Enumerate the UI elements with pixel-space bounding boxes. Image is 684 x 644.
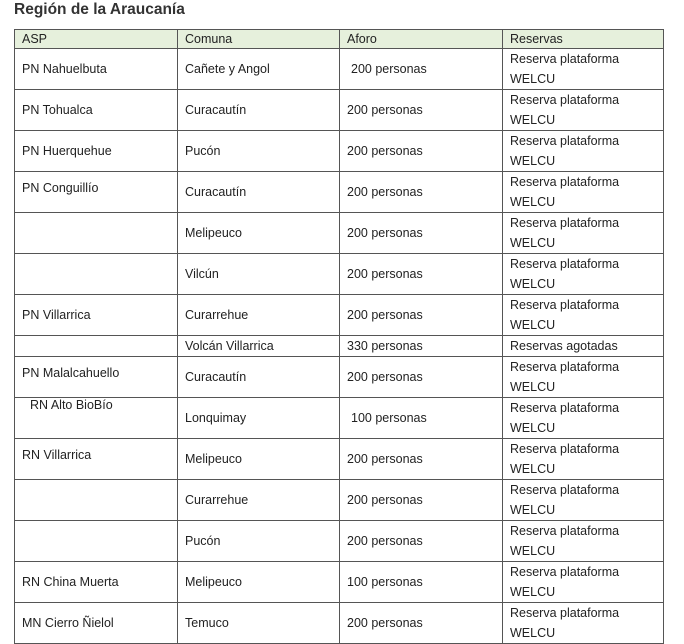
table-row (15, 521, 664, 562)
cell-aforo: 200 personas (340, 90, 503, 131)
table-row (15, 336, 664, 357)
cell-asp: PN Tohualca (15, 90, 178, 131)
cell-aforo: 100 personas (340, 562, 503, 603)
cell-reservas: Reserva plataforma WELCU (503, 254, 664, 295)
cell-aforo: 330 personas (340, 336, 503, 357)
cell-aforo: 200 personas (340, 480, 503, 521)
cell-asp (15, 213, 178, 254)
cell-comuna: Melipeuco (178, 439, 340, 480)
cell-asp-text: RN Alto BioBío (30, 398, 113, 412)
cell-aforo: 200 personas (340, 439, 503, 480)
cell-aforo: 200 personas (340, 603, 503, 644)
cell-asp: PN Huerquehue (15, 131, 178, 172)
cell-aforo: 200 personas (340, 357, 503, 398)
table-row (15, 357, 664, 398)
cell-asp (15, 357, 178, 398)
cell-reservas: Reserva plataforma WELCU (503, 213, 664, 254)
cell-comuna: Curarrehue (178, 480, 340, 521)
cell-reservas: Reserva plataforma WELCU (503, 357, 664, 398)
header-aforo: Aforo (340, 30, 503, 49)
table-row (15, 439, 664, 480)
table-header-row (15, 30, 664, 49)
cell-comuna: Lonquimay (178, 398, 340, 439)
table-row (15, 295, 664, 336)
cell-comuna: Volcán Villarrica (178, 336, 340, 357)
cell-comuna: Curarrehue (178, 295, 340, 336)
cell-reservas: Reserva plataforma WELCU (503, 131, 664, 172)
page-title: Región de la Araucanía (14, 1, 185, 18)
cell-comuna: Cañete y Angol (178, 49, 340, 90)
table-row (15, 480, 664, 521)
cell-asp (15, 439, 178, 480)
cell-reservas: Reserva plataforma WELCU (503, 295, 664, 336)
cell-reservas: Reserva plataforma WELCU (503, 562, 664, 603)
cell-aforo: 200 personas (340, 254, 503, 295)
header-reservas: Reservas (503, 30, 664, 49)
header-asp: ASP (15, 30, 178, 49)
cell-comuna: Curacautín (178, 357, 340, 398)
cell-asp: PN Nahuelbuta (15, 49, 178, 90)
cell-asp (15, 254, 178, 295)
cell-reservas: Reserva plataforma WELCU (503, 521, 664, 562)
cell-comuna: Curacautín (178, 172, 340, 213)
cell-comuna: Pucón (178, 131, 340, 172)
table-row (15, 562, 664, 603)
cell-asp (15, 398, 178, 439)
table-row (15, 90, 664, 131)
cell-reservas: Reservas agotadas (503, 336, 664, 357)
cell-aforo: 100 personas (340, 398, 503, 439)
cell-asp (15, 172, 178, 213)
table-row (15, 49, 664, 90)
cell-reservas: Reserva plataforma WELCU (503, 439, 664, 480)
cell-aforo: 200 personas (340, 131, 503, 172)
table-row (15, 254, 664, 295)
cell-asp-text: RN Villarrica (22, 448, 92, 462)
table-row (15, 398, 664, 439)
cell-reservas: Reserva plataforma WELCU (503, 480, 664, 521)
cell-reservas: Reserva plataforma WELCU (503, 603, 664, 644)
cell-comuna: Vilcún (178, 254, 340, 295)
cell-comuna: Pucón (178, 521, 340, 562)
table-row (15, 603, 664, 644)
cell-reservas: Reserva plataforma WELCU (503, 172, 664, 213)
cell-reservas: Reserva plataforma WELCU (503, 90, 664, 131)
cell-comuna: Melipeuco (178, 213, 340, 254)
cell-asp: PN Villarrica (15, 295, 178, 336)
cell-asp: RN China Muerta (15, 562, 178, 603)
asp-table (14, 29, 664, 644)
cell-comuna: Curacautín (178, 90, 340, 131)
cell-reservas: Reserva plataforma WELCU (503, 398, 664, 439)
cell-aforo: 200 personas (340, 521, 503, 562)
cell-asp (15, 521, 178, 562)
cell-aforo: 200 personas (340, 213, 503, 254)
cell-aforo: 200 personas (340, 172, 503, 213)
cell-asp: MN Cierro Ñielol (15, 603, 178, 644)
cell-comuna: Temuco (178, 603, 340, 644)
cell-reservas: Reserva plataforma WELCU (503, 49, 664, 90)
cell-comuna: Melipeuco (178, 562, 340, 603)
cell-asp-text: PN Conguillío (22, 181, 99, 195)
header-comuna: Comuna (178, 30, 340, 49)
table-row (15, 213, 664, 254)
cell-aforo: 200 personas (340, 295, 503, 336)
table-row (15, 131, 664, 172)
cell-asp (15, 336, 178, 357)
cell-aforo: 200 personas (340, 49, 503, 90)
cell-asp (15, 480, 178, 521)
table-row (15, 172, 664, 213)
cell-asp-text: PN Malalcahuello (22, 366, 120, 380)
